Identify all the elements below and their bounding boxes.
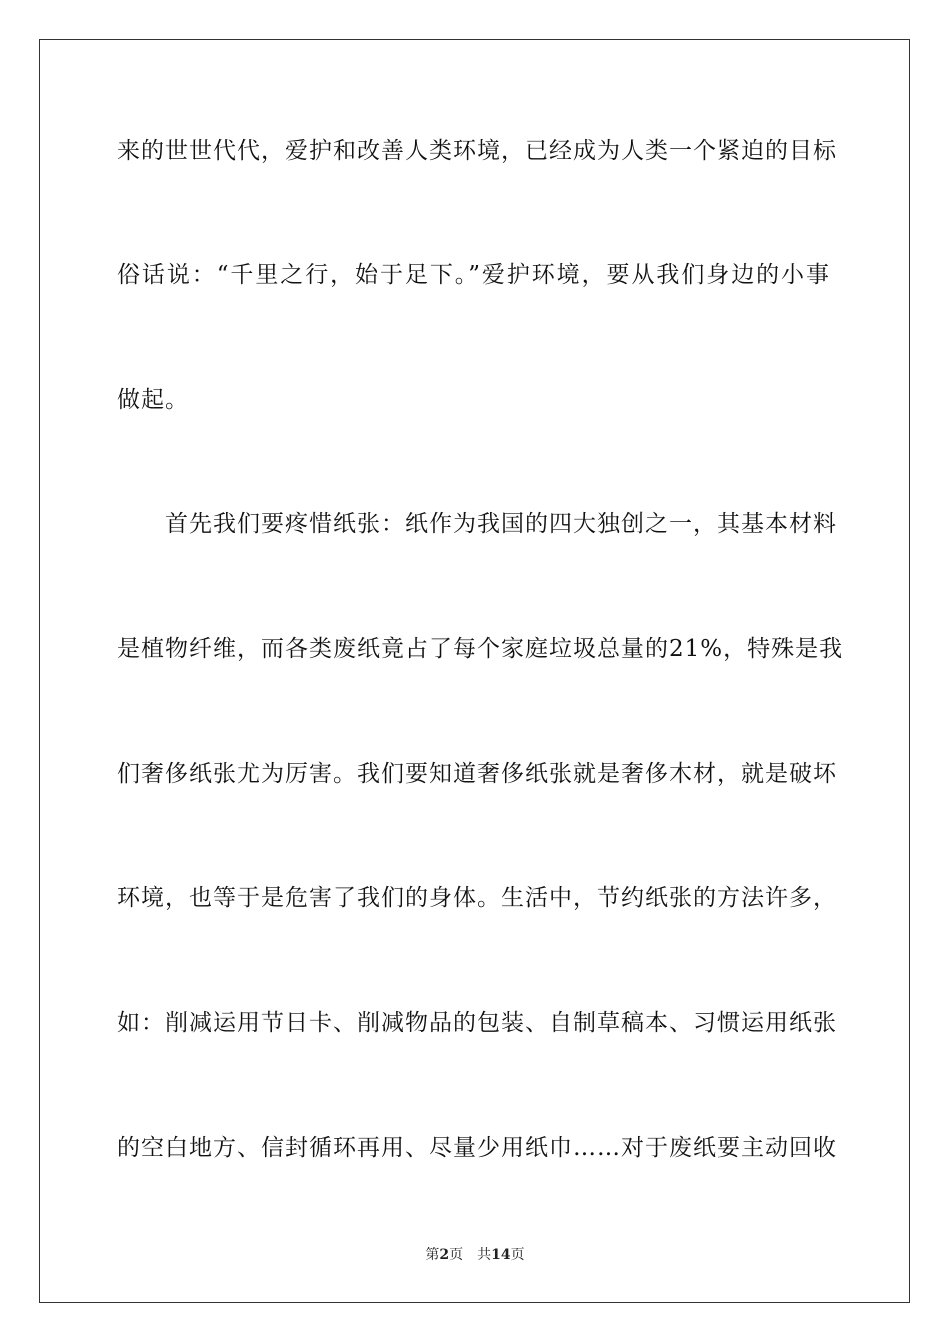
page-border (39, 39, 910, 1303)
text-line-1: 来的世世代代，爱护和改善人类环境，已经成为人类一个紧迫的目标 (117, 138, 837, 164)
footer-total-pages: 14 (491, 1247, 511, 1263)
footer-total-suffix: 页 (510, 1247, 525, 1263)
text-line-3: 做起。 (117, 387, 189, 413)
footer-page-prefix: 第 (425, 1247, 440, 1263)
text-line-5: 是植物纤维，而各类废纸竟占了每个家庭垃圾总量的21%，特殊是我 (117, 636, 844, 662)
text-line-4: 首先我们要疼惜纸张：纸作为我国的四大独创之一，其基本材料 (165, 511, 837, 537)
page-footer (0, 1246, 950, 1264)
footer-page-suffix: 页 (449, 1247, 464, 1263)
text-line-6: 们奢侈纸张尤为厉害。我们要知道奢侈纸张就是奢侈木材，就是破坏 (117, 761, 837, 787)
text-line-2: 俗话说：“千里之行，始于足下。”爱护环境，要从我们身边的小事 (117, 262, 830, 288)
footer-total-prefix: 共 (477, 1247, 492, 1263)
text-line-8: 如：削减运用节日卡、削减物品的包装、自制草稿本、习惯运用纸张 (117, 1010, 837, 1036)
text-line-7: 环境，也等于是危害了我们的身体。生活中，节约纸张的方法许多， (117, 885, 837, 911)
footer-page-number: 2 (439, 1247, 450, 1263)
text-line-9: 的空白地方、信封循环再用、尽量少用纸巾……对于废纸要主动回收 (117, 1135, 837, 1161)
